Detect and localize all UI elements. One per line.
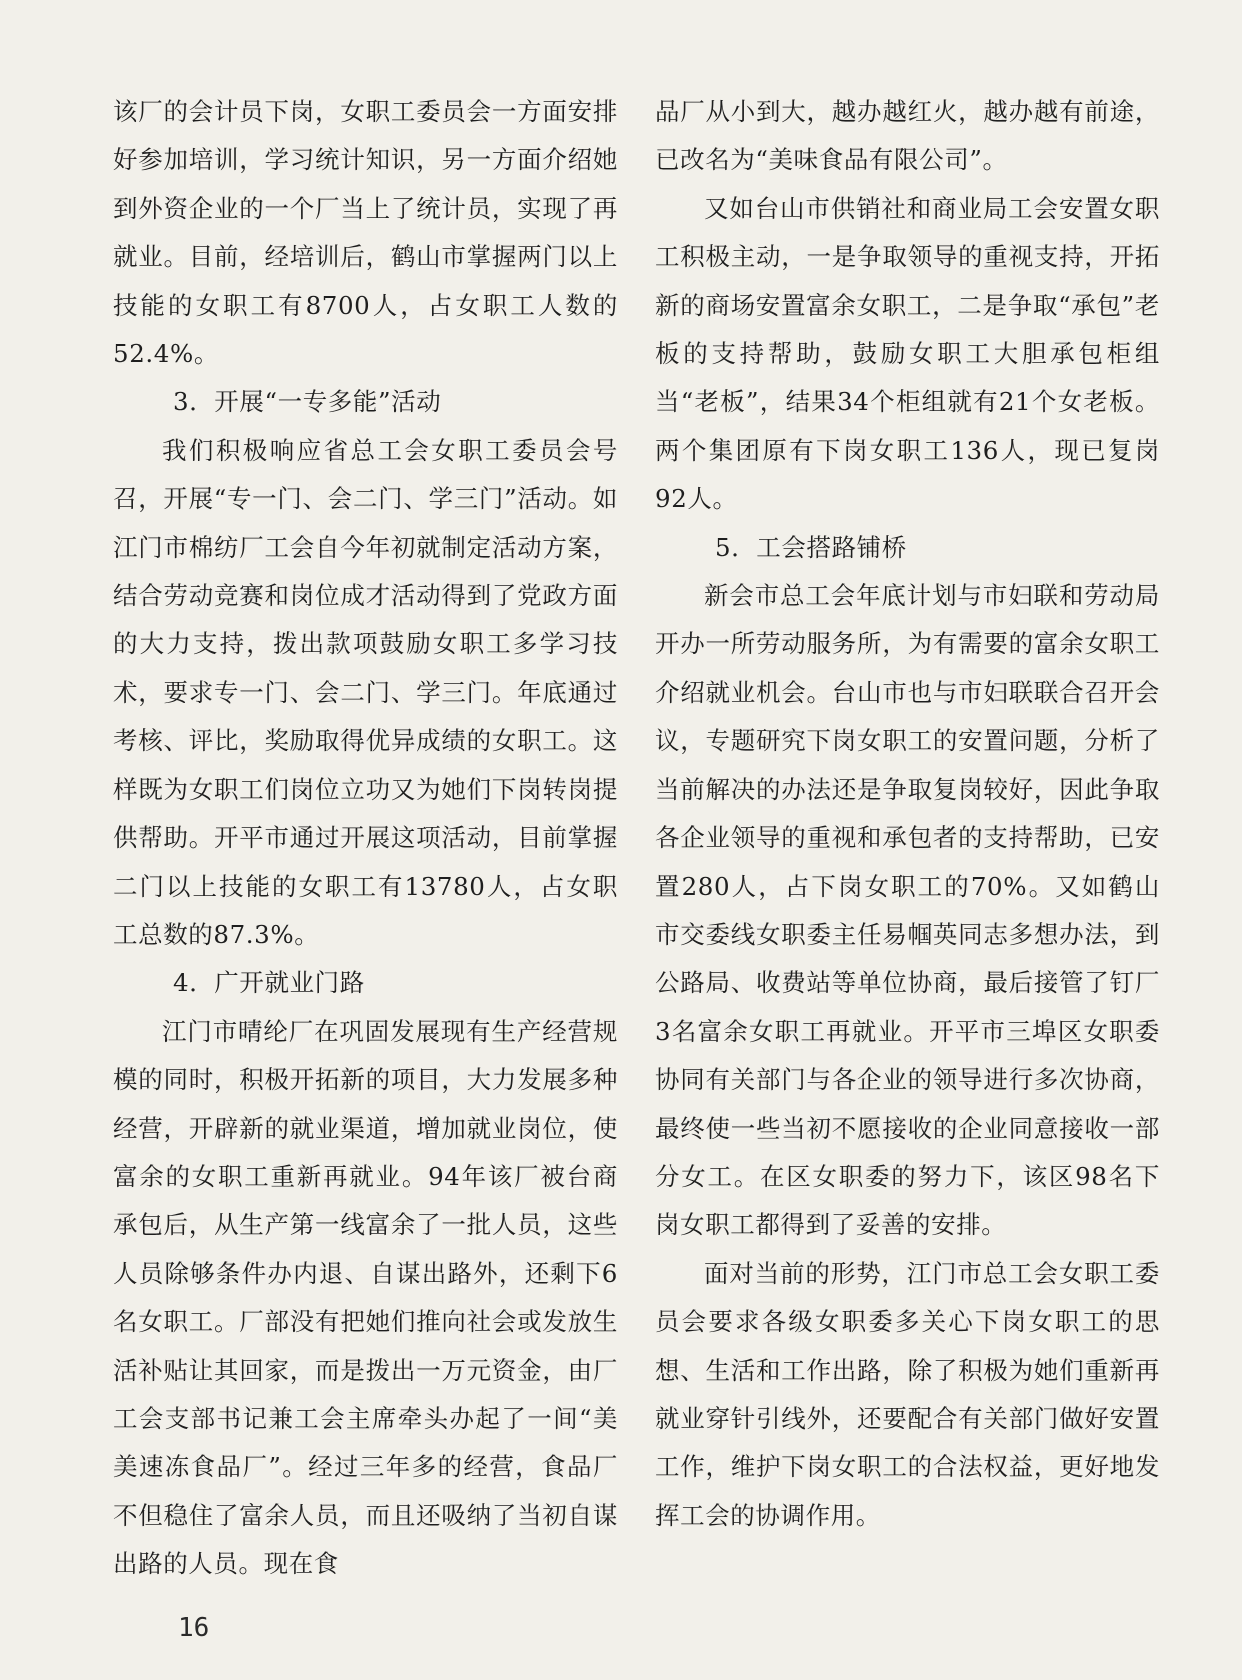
section-heading: 5．工会搭路铺桥 xyxy=(715,532,907,562)
left-text-column xyxy=(113,88,618,1589)
paragraph: 又如台山市供销社和商业局工会安置女职工积极主动，一是争取领导的重视支持，开拓新的商场安置富余女职工，二是争取“承包”老板的支持帮助，鼓励女职工大胆承包柜组当“老板”，结果34个柜组就有21个女老板。两个集团原有下岗女职工136人，现已复岗92人。 xyxy=(655,193,1160,514)
right-text-column xyxy=(655,88,1160,1540)
paragraph: 该厂的会计员下岗，女职工委员会一方面安排好参加培训，学习统计知识，另一方面介绍她到外资企业的一个厂当上了统计员，实现了再就业。目前，经培训后，鹤山市掌握两门以上技能的女职工有8700人，占女职工人数的52.4%。 xyxy=(113,97,618,369)
paragraph: 我们积极响应省总工会女职工委员会号召，开展“专一门、会二门、学三门”活动。如江门市棉纺厂工会自今年初就制定活动方案，结合劳动竞赛和岗位成才活动得到了党政方面的大力支持，拨出款项鼓励女职工多学习技术，要求专一门、会二门、学三门。年底通过考核、评比，奖励取得优异成绩的女职工。这样既为女职工们岗位立功又为她们下岗转岗提供帮助。开平市通过开展这项活动，目前掌握二门以上技能的女职工有13780人，占女职工总数的87.3%。 xyxy=(113,435,618,949)
section-heading: 4．广开就业门路 xyxy=(173,968,365,998)
paragraph: 品厂从小到大，越办越红火，越办越有前途，已改名为“美味食品有限公司”。 xyxy=(655,97,1160,175)
paragraph: 面对当前的形势，江门市总工会女职工委员会要求各级女职委多关心下岗女职工的思想、生活和工作出路，除了积极为她们重新再就业穿针引线外，还要配合有关部门做好安置工作，维护下岗女职工的合法权益，更好地发挥工会的协调作用。 xyxy=(655,1258,1160,1530)
section-heading: 3．开展“一专多能”活动 xyxy=(173,387,442,417)
paragraph: 江门市晴纶厂在巩固发展现有生产经营规模的同时，积极开拓新的项目，大力发展多种经营，开辟新的就业渠道，增加就业岗位，使富余的女职工重新再就业。94年该厂被台商承包后，从生产第一线富余了一批人员，这些人员除够条件办内退、自谋出路外，还剩下6名女职工。厂部没有把她们推向社会或发放生活补贴让其回家，而是拨出一万元资金，由厂工会支部书记兼工会主席牵头办起了一间“美美速冻食品厂”。经过三年多的经营，食品厂不但稳住了富余人员，而且还吸纳了当初自谋出路的人员。现在食 xyxy=(113,1016,618,1579)
paragraph: 新会市总工会年底计划与市妇联和劳动局开办一所劳动服务所，为有需要的富余女职工介绍就业机会。台山市也与市妇联联合召开会议，专题研究下岗女职工的安置问题，分析了当前解决的办法还是争取复岗较好，因此争取各企业领导的重视和承包者的支持帮助，已安置280人，占下岗女职工的70%。又如鹤山市交委线女职委主任易帼英同志多想办法，到公路局、收费站等单位协商，最后接管了钉厂3名富余女职工再就业。开平市三埠区女职委协同有关部门与各企业的领导进行多次协商，最终使一些当初不愿接收的企业同意接收一部分女工。在区女职委的努力下，该区98名下岗女职工都得到了妥善的安排。 xyxy=(655,581,1160,1240)
page-number: 16 xyxy=(178,1613,210,1643)
